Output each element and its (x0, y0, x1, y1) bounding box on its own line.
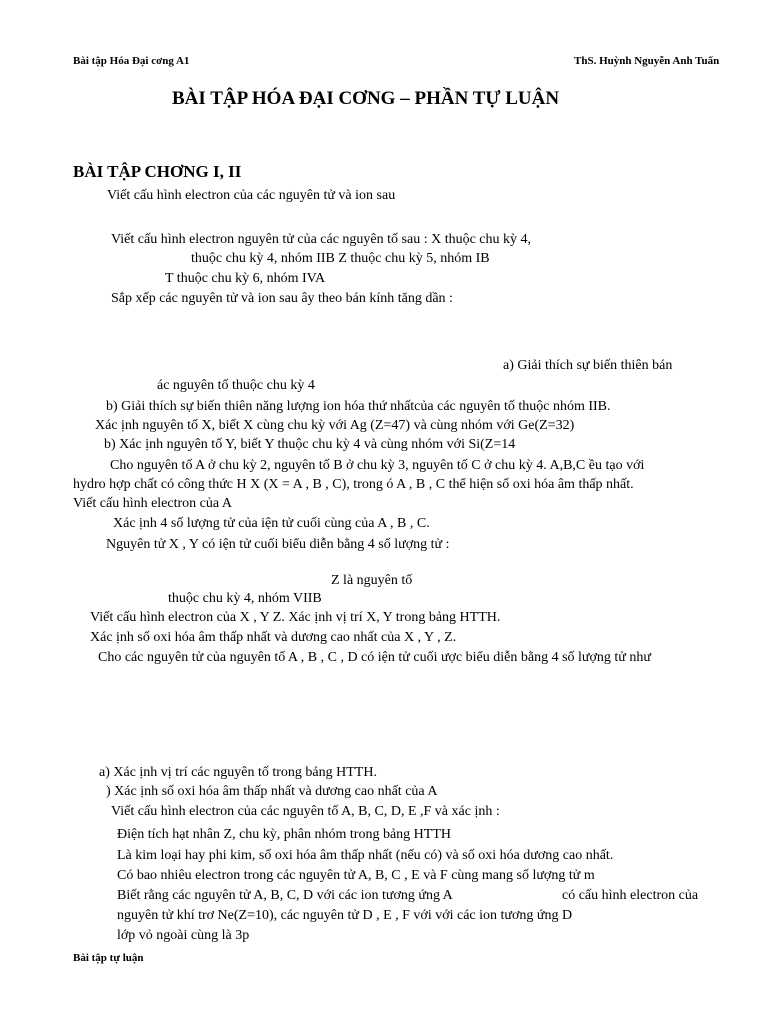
section-heading: BÀI TẬP CHƠNG I, II (73, 162, 242, 181)
text-line: có cấu hình electron của (562, 888, 699, 903)
text-line: Cho nguyên tố A ở chu kỳ 2, nguyên tố B ở chu kỳ 3, nguyên tố C ở chu kỳ 4. A,B,C ều tạo với (110, 458, 645, 473)
text-line: Viết cấu hình electron của các nguyên tử và ion sau (107, 188, 396, 203)
text-line: Xác ịnh số oxi hóa âm thấp nhất và dương cao nhất của X , Y , Z. (90, 630, 457, 645)
text-line: Viết cấu hình electron của A (73, 496, 232, 511)
text-line: a) Giải thích sự biến thiên bán (503, 358, 673, 373)
text-line: thuộc chu kỳ 4, nhóm VIIB (168, 591, 322, 606)
text-line: b) Giải thích sự biến thiên năng lượng ion hóa thứ nhấtcủa các nguyên tố thuộc nhóm IIB. (106, 399, 611, 414)
text-line: lớp vỏ ngoài cùng là 3p (117, 928, 250, 943)
header-right: ThS. Huỳnh Nguyễn Anh Tuấn (574, 55, 720, 67)
text-line: Biết rằng các nguyên tử A, B, C, D với các ion tương ứng A (117, 888, 453, 903)
text-line: Viết cấu hình electron của X , Y Z. Xác ịnh vị trí X, Y trong bảng HTTH. (90, 610, 501, 625)
text-line: T thuộc chu kỳ 6, nhóm IVA (165, 271, 326, 286)
text-line: Viết cấu hình electron nguyên tử của các nguyên tố sau : X thuộc chu kỳ 4, (111, 232, 532, 247)
text-line: ) Xác ịnh số oxi hóa âm thấp nhất và dương cao nhất của A (106, 784, 438, 799)
text-line: Viết cấu hình electron của các nguyên tố A, B, C, D, E ,F và xác ịnh : (111, 804, 500, 819)
text-line: nguyên tử khí trơ Ne(Z=10), các nguyên tử D , E , F với với các ion tương ứng D (117, 908, 573, 923)
text-line: Sắp xếp các nguyên tử và ion sau ây theo bán kính tăng dần : (111, 291, 453, 306)
text-line: a) Xác ịnh vị trí các nguyên tố trong bảng HTTH. (99, 765, 377, 780)
text-line: thuộc chu kỳ 4, nhóm IIB Z thuộc chu kỳ 5, nhóm IB (191, 251, 490, 266)
header-left: Bài tập Hóa Đại cơng A1 (73, 55, 190, 67)
text-line: Là kim loại hay phi kim, số oxi hóa âm thấp nhất (nếu có) và số oxi hóa dương cao nhất. (117, 848, 614, 863)
text-line: Xác ịnh 4 số lượng tử của iện tử cuối cùng của A , B , C. (113, 516, 430, 531)
text-line: Xác ịnh nguyên tố X, biết X cùng chu kỳ với Ag (Z=47) và cùng nhóm với Ge(Z=32) (95, 418, 575, 433)
text-line: Điện tích hạt nhân Z, chu kỳ, phân nhóm trong bảng HTTH (117, 827, 451, 842)
text-line: Nguyên tử X , Y có iện tử cuối biểu diễn bằng 4 số lượng tử : (106, 537, 450, 552)
text-line: b) Xác ịnh nguyên tố Y, biết Y thuộc chu kỳ 4 và cùng nhóm với Si(Z=14 (104, 437, 516, 452)
footer: Bài tập tự luận (73, 952, 144, 964)
text-line: Có bao nhiêu electron trong các nguyên tử A, B, C , E và F cùng mang số lượng tử m (117, 868, 595, 883)
text-line: ác nguyên tố thuộc chu kỳ 4 (157, 378, 315, 393)
text-line: hydro hợp chất có công thức H X (X = A , B , C), trong ó A , B , C thể hiện số oxi hóa âm thấp nhất. (73, 477, 634, 492)
text-line: Z là nguyên tố (331, 573, 413, 588)
text-line: Cho các nguyên tử của nguyên tố A , B , C , D có iện tử cuối ược biểu diễn bằng 4 số lượng tử như (98, 650, 651, 665)
page-title: BÀI TẬP HÓA ĐẠI CƠNG – PHẦN TỰ LUẬN (172, 88, 560, 109)
